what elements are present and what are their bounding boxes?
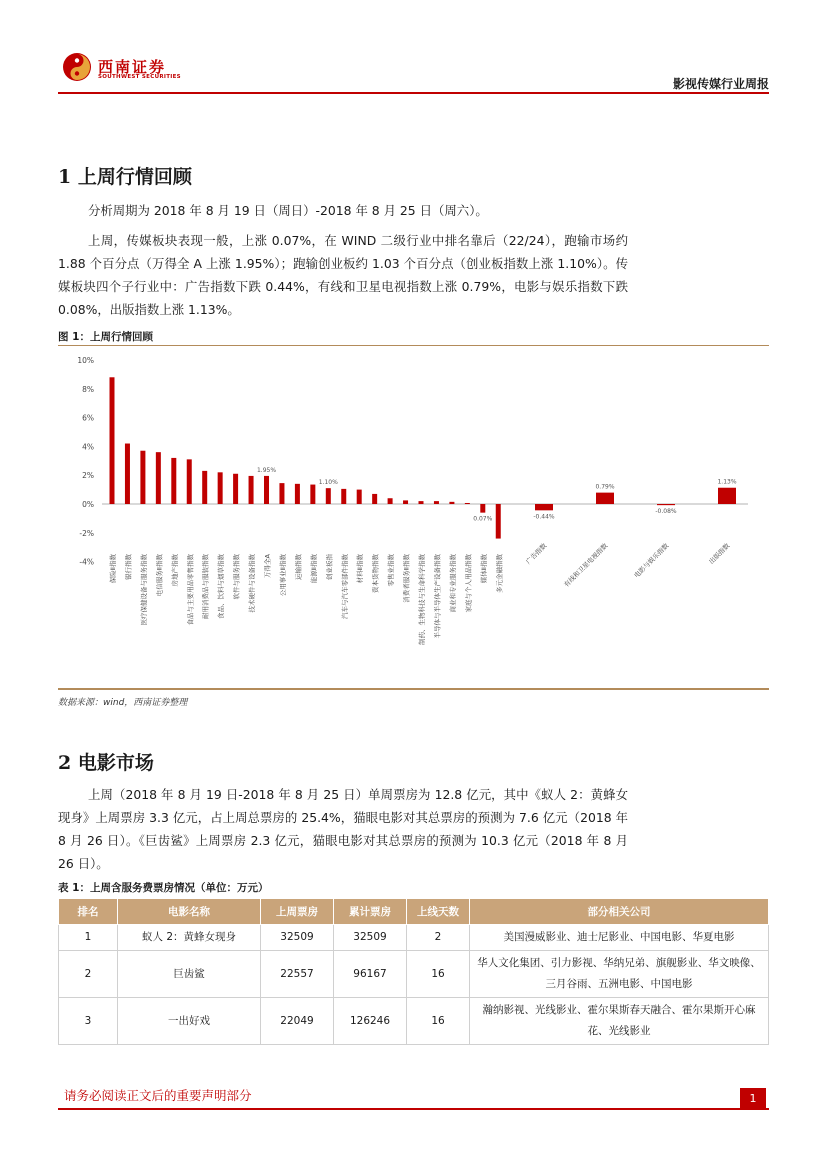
bar (657, 504, 675, 505)
figure-bottom-rule (58, 688, 769, 690)
x-tick-label: 汽车与汽车零部件指数 (340, 554, 349, 619)
x-tick-label: 多元金融指数 (495, 554, 504, 593)
bar (419, 501, 424, 504)
weekly-cell: 22557 (261, 951, 334, 998)
table-1-caption: 表 1：上周含服务费票房情况（单位：万元） (58, 882, 269, 894)
total-cell: 126246 (334, 998, 407, 1045)
bar (496, 504, 501, 539)
x-tick-label: 能源Ⅱ指数 (309, 554, 318, 584)
bar (233, 474, 238, 504)
bar (171, 458, 176, 504)
table-row (59, 951, 769, 998)
x-tick-label: 运输指数 (294, 554, 303, 580)
bar (480, 504, 485, 513)
data-label: 1.13% (717, 478, 737, 486)
x-tick-label: 公用事业Ⅱ指数 (278, 554, 287, 597)
data-label: -0.08% (655, 508, 677, 516)
x-tick-label: 食品与主要用品零售指数 (186, 554, 195, 626)
x-tick-label: 媒体Ⅱ指数 (479, 554, 488, 584)
x-tick-label: 广告指数 (524, 541, 549, 566)
x-tick-label: 商业和专业服务指数 (448, 554, 457, 613)
table-row (59, 998, 769, 1045)
table-row (59, 925, 769, 951)
section-1-paragraph-1: 分析周期为 2018 年 8 月 19 日（周日）-2018 年 8 月 25 日（周六）。 (88, 203, 488, 218)
header-divider (58, 92, 769, 94)
col-days-header: 上线天数 (407, 899, 470, 925)
bar (279, 483, 284, 504)
y-tick-label: 6% (82, 413, 94, 423)
y-tick-label: -2% (79, 528, 94, 538)
col-total-header: 累计票房 (334, 899, 407, 925)
rank-cell: 2 (59, 951, 118, 998)
bar (264, 476, 269, 504)
bar (535, 504, 553, 510)
section-1-heading: 1 上周行情回顾 (58, 166, 192, 188)
y-tick-label: 8% (82, 384, 94, 394)
title-cell: 一出好戏 (118, 998, 261, 1045)
col-companies-header: 部分相关公司 (470, 899, 769, 925)
bar (341, 489, 346, 504)
report-title: 影视传媒行业周报 (672, 77, 769, 91)
section-2-heading: 2 电影市场 (58, 752, 154, 774)
rank-cell: 1 (59, 925, 118, 951)
y-tick-label: -4% (79, 557, 94, 567)
table-header-row (59, 899, 769, 925)
footer-disclaimer: 请务必阅读正文后的重要声明部分 (64, 1088, 252, 1103)
bar (156, 452, 161, 504)
bar (388, 498, 393, 504)
x-tick-label: 耐用消费品与服装指数 (201, 554, 210, 619)
figure-top-rule (58, 345, 769, 346)
page-number: 1 (740, 1088, 766, 1110)
bar (125, 444, 130, 504)
section-1-paragraph-2: 上周，传媒板块表现一般，上涨 0.07%，在 WIND 二级行业中排名靠后（22/24），跑输市场约 1.88 个百分点（万得全 A 上涨 1.95%）；跑输创业板约 1.03 个百分点（创业板指数上涨 1.10%）。传媒板块四个子行业中：广告指数下跌 0.44%，有线和卫星电视指数上涨 0.79%，电影与娱乐指数下跌 0.08%，出版指数上涨 1.13%。 (58, 233, 628, 317)
x-tick-label: 技术硬件与设备指数 (248, 554, 257, 613)
data-label: 0.79% (595, 483, 615, 491)
section-2-paragraph-1: 上周（2018 年 8 月 19 日-2018 年 8 月 25 日）单周票房为 12.8 亿元，其中《蚁人 2：黄蜂女现身》上周票房 3.3 亿元，占上周总票房的 25.4%，猫眼电影对其总票房的预测为 7.6 亿元（2018 年 8 月 26 日）。《巨齿鲨》上周票房 2.3 亿元，猫眼电影对其总票房的预测为 10.3 亿元（2018 年 8 月 26 日）。 (58, 787, 628, 871)
days-cell: 2 (407, 925, 470, 951)
total-cell: 96167 (334, 951, 407, 998)
data-label: 1.10% (318, 479, 338, 487)
figure-1-source: 数据来源：wind，西南证券整理 (58, 698, 188, 708)
x-tick-label: 家庭与个人用品指数 (464, 554, 473, 613)
bar (403, 500, 408, 504)
x-tick-label: 电影与娱乐指数 (632, 541, 671, 580)
weekly-cell: 22049 (261, 998, 334, 1045)
y-tick-label: 0% (82, 500, 94, 509)
rank-cell: 3 (59, 998, 118, 1045)
bar (202, 471, 207, 504)
bar (357, 490, 362, 504)
x-tick-label: 出版指数 (707, 541, 732, 566)
bar (326, 488, 331, 504)
companies-cell: 美国漫威影业、迪士尼影业、中国电影、华夏电影 (470, 925, 769, 951)
data-label: -0.44% (533, 513, 555, 521)
bar (718, 488, 736, 504)
x-tick-label: 万得全A (263, 554, 272, 578)
total-cell: 32509 (334, 925, 407, 951)
col-rank-header: 排名 (59, 899, 118, 925)
x-tick-label: 制药、生物科技与生命科学指数 (418, 554, 426, 645)
x-tick-label: 材料Ⅱ指数 (356, 554, 365, 584)
x-tick-label: 医疗保健设备与服务指数 (139, 554, 148, 626)
weekly-cell: 32509 (261, 925, 334, 951)
x-tick-label: 零售业指数 (387, 554, 396, 587)
logo-text: 西南证券 (98, 58, 167, 76)
bar (187, 459, 192, 504)
data-label: 0.07% (473, 515, 493, 523)
bar (310, 485, 315, 504)
days-cell: 16 (407, 951, 470, 998)
logo-english: SOUTHWEST SECURITIES (98, 74, 181, 80)
bar (110, 377, 115, 504)
x-tick-label: 有线和卫星电视指数 (562, 541, 610, 589)
bar (218, 472, 223, 504)
title-cell: 蚁人 2：黄蜂女现身 (118, 925, 261, 951)
x-tick-label: 消费者服务Ⅱ指数 (402, 554, 411, 603)
x-tick-label: 电信服务Ⅱ指数 (155, 554, 164, 597)
x-tick-label: 银行指数 (124, 554, 133, 580)
x-tick-label: 保险Ⅱ指数 (109, 554, 117, 584)
bar (295, 484, 300, 504)
col-weekly-header: 上周票房 (261, 899, 334, 925)
x-tick-label: 软件与服务指数 (232, 554, 241, 600)
data-label: 1.95% (256, 466, 277, 474)
x-tick-label: 创业板指 (325, 554, 334, 580)
market-review-chart (58, 348, 769, 688)
companies-cell: 华人文化集团、引力影视、华纳兄弟、旗舰影业、华文映像、三月谷雨、五洲电影、中国电影 (470, 951, 769, 998)
col-title-header: 电影名称 (118, 899, 261, 925)
companies-cell: 瀚纳影视、光线影业、霍尔果斯春天融合、霍尔果斯开心麻花、光线影业 (470, 998, 769, 1045)
bar (434, 501, 439, 504)
x-tick-label: 房地产指数 (170, 554, 179, 587)
bar (249, 476, 254, 504)
y-tick-label: 2% (82, 471, 94, 481)
box-office-table (58, 898, 769, 1045)
y-tick-label: 4% (82, 442, 94, 452)
days-cell: 16 (407, 998, 470, 1045)
x-tick-label: 资本货物指数 (371, 554, 380, 593)
y-tick-label: 10% (77, 356, 94, 365)
bar (465, 503, 470, 504)
x-tick-label: 食品、饮料与烟草指数 (217, 554, 226, 619)
bar (449, 502, 454, 504)
bar (372, 494, 377, 504)
title-cell: 巨齿鲨 (118, 951, 261, 998)
logo-icon (62, 52, 92, 82)
bar (596, 493, 614, 504)
figure-1-caption: 图 1：上周行情回顾 (58, 331, 153, 343)
x-tick-label: 半导体与半导体生产设备指数 (433, 554, 442, 639)
bar (140, 451, 145, 504)
footer-divider (58, 1108, 769, 1110)
